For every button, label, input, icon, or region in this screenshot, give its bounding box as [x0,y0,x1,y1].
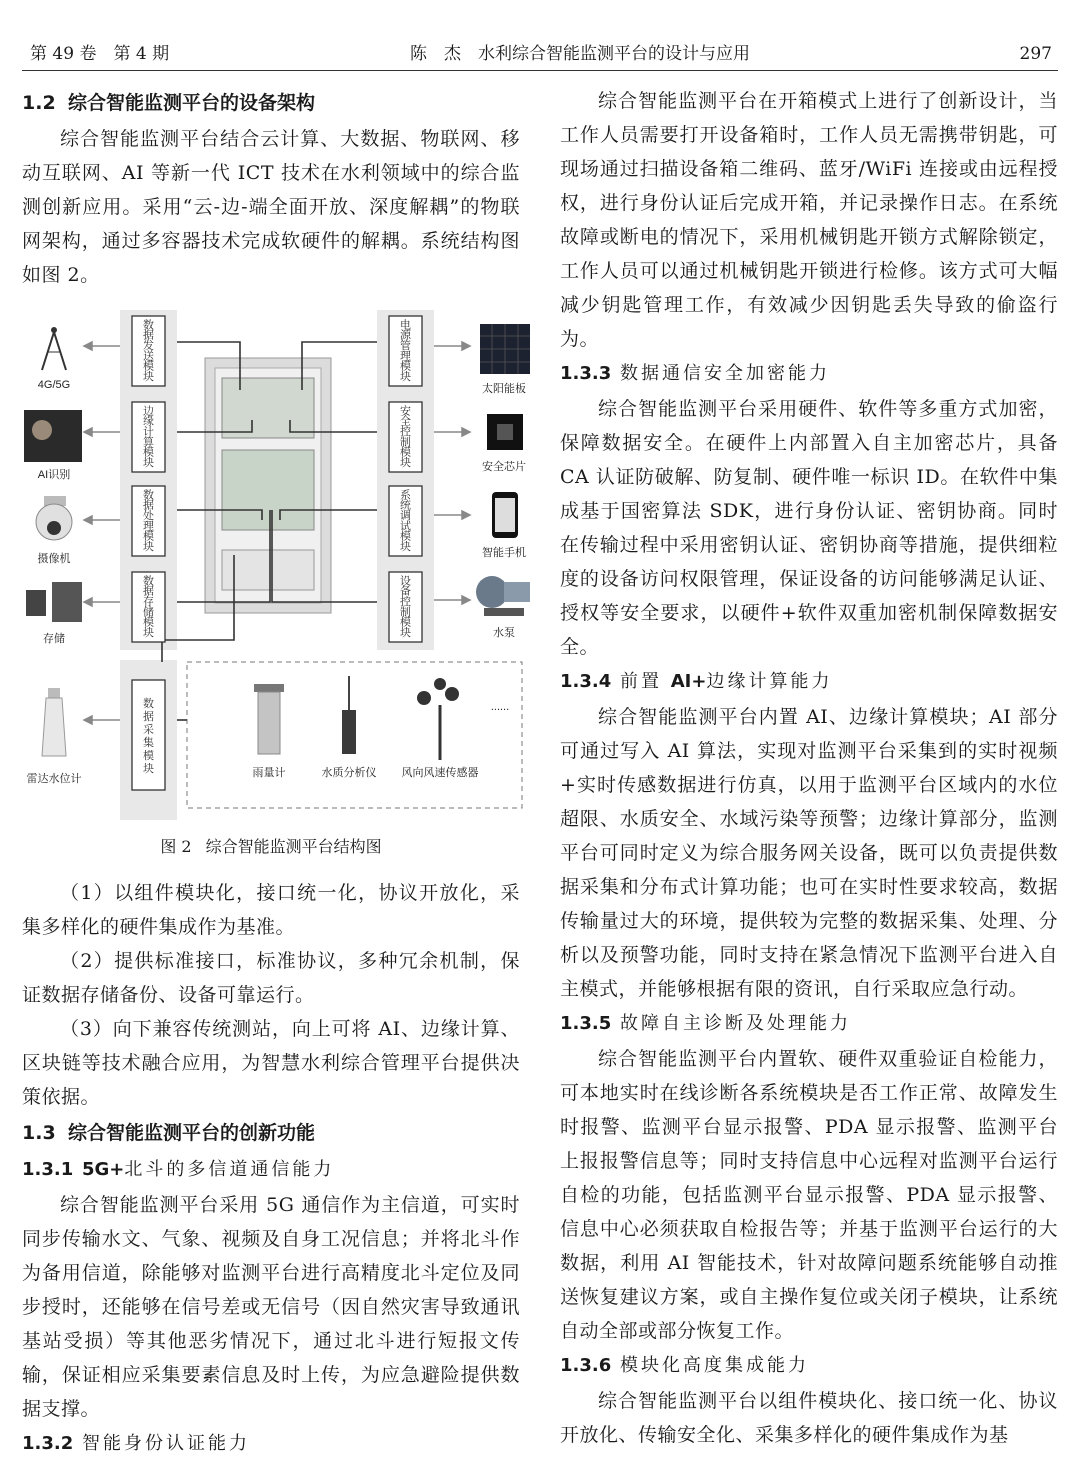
sensor-label: 风向风速传感器 [401,767,479,779]
subsection-title: 模块化高度集成能力 [620,1355,809,1376]
section-heading [22,1114,520,1152]
subsection-heading [22,1426,520,1462]
module-label-char: 处 [143,510,154,522]
device-label: 水泵 [493,627,515,639]
paragraph: 综合智能监测平台采用硬件、软件等多重方式加密，保障数据安全。在硬件上内部置入自主加密芯片，具备 CA 认证防破解、防复制、硬件唯一标识 ID。在软件中集成基于国密算法 SDK，进行身份认证、密钥协商。同时在传输过程中采用密钥认证、密钥协商等措施，提供细粒度的设备访问权限管理，保证设备的访问能够满足认证、授权等安全要求，以硬件+软件双重加密机制保障数据安全。 [560,398,1058,658]
module-label-char: 缘 [143,415,154,428]
module-label-char: 送 [143,350,154,363]
wind-sensor-icon [417,678,459,760]
subsection-title-bold: 5G+ [82,1159,125,1180]
module-label-char: 安 [400,405,411,418]
module-label-char: 块 [143,627,154,639]
module-label-char: 块 [400,457,411,469]
sensor-label: 水质分析仪 [321,767,377,779]
sensor-label: 雨量计 [252,767,286,779]
subsection-heading [560,1006,1058,1042]
subsection-number: 1.3.2 [22,1433,74,1454]
subsection-title: 智能身份认证能力 [82,1433,250,1454]
module-label-char: 制 [400,436,411,449]
architecture-diagram [22,310,532,830]
module-label-char: 块 [143,457,154,469]
device-label: 雷达水位计 [26,773,82,785]
paragraph: 综合智能监测平台以组件模块化、接口统一化、协议开放化、传输安全化、采集多样化的硬件集成作为基 [560,1390,1058,1446]
tower-icon [42,327,66,370]
module-label-char: 模 [400,530,411,543]
module-label-char: 数 [143,319,154,332]
figure-caption-text: 综合智能监测平台结构图 [205,837,382,856]
module-label-char: 计 [143,426,154,438]
module-label-char: 调 [400,510,411,522]
list-item: （1）以组件模块化，接口统一化，协议开放化，采集多样化的硬件集成作为基准。 [22,882,520,938]
volume-issue: 第 49 卷 第 4 期 [30,44,170,64]
running-header [22,38,1058,71]
module-label-char: 块 [400,627,411,639]
chip-icon [487,414,523,450]
module-label-char: 源 [400,329,411,342]
section-number: 1.3 [22,1122,56,1144]
module-label-char: 数 [143,575,154,588]
module-label-char: 算 [143,436,154,449]
subsection-heading [560,356,1058,392]
right-column [560,84,1058,1452]
module-label-char: 集 [143,737,154,749]
subsection-title: 数据通信安全加密能力 [620,363,830,384]
module-label-char: 据 [143,585,154,598]
section-heading [22,84,520,122]
module-label-char: 块 [400,541,411,553]
subsection-number: 1.3.1 [22,1159,74,1180]
module-label-char: 模 [400,616,411,629]
list-item: （2）提供标准接口，标准协议，多种冗余机制，保证数据存储备份、设备可靠运行。 [22,950,520,1006]
device-label: 4G/5G [37,379,71,391]
module-label-char: 系 [400,489,411,502]
subsection-heading [560,664,1058,700]
smartphone-icon [492,492,518,538]
module-label-char: 备 [400,585,411,598]
figure-2 [22,310,532,830]
module-label-char: 统 [400,499,411,512]
paragraph: 综合智能监测平台内置软、硬件双重验证自检能力，可本地实时在线诊断各系统模块是否工作正常、故障发生时报警、监测平台显示报警、PDA 显示报警、监测平台上报报警信息等；同时支持信息中心远程对监测平台运行自检的功能，包括监测平台显示报警、PDA 显示报警、信息中心必须获取自检报告等；并基于监测平台运行的大数据，利用 AI 智能技术，针对故障问题系统能够自动推送恢复建议方案，或自主操作复位或关闭子模块，让系统自动全部或部分恢复工作。 [560,1048,1058,1342]
module-label-char: 数 [143,489,154,502]
figure-caption [22,832,520,862]
paragraph: 综合智能监测平台内置 AI、边缘计算模块；AI 部分可通过写入 AI 算法，实现对监测平台采集到的实时视频+实时传感数据进行仿真，以用于监测平台区域内的水位超限、水质安全、水域污染等预警；边缘计算部分，监测平台可同时定义为综合服务网关设备，既可以负责提供数据采集和分布式计算功能；也可在实时性要求较高，数据传输量过大的环境，提供较为完整的数据采集、处理、分析以及预警功能，同时支持在紧急情况下监测平台进入自主模式，并能够根据有限的资讯，自行采取应急行动。 [560,706,1058,1000]
device-label: 安全芯片 [482,461,526,473]
module-label-char: 试 [400,520,411,533]
device-label: 太阳能板 [482,383,526,395]
module-label-char: 模 [143,616,154,629]
module-label-char: 发 [143,340,154,352]
module-label-char: 储 [143,606,154,619]
module-label-char: 控 [400,596,411,608]
module-label-char: 模 [143,446,154,459]
module-label-char: 模 [400,446,411,459]
paragraph: 综合智能监测平台在开箱模式上进行了创新设计，当工作人员需要打开设备箱时，工作人员无需携带钥匙，可现场通过扫描设备箱二维码、蓝牙/WiFi 连接或由远程授权，进行身份认证后完成开箱，并记录操作日志。在系统故障或断电的情况下，采用机械钥匙开锁方式解除锁定，工作人员可以通过机械钥匙开锁进行检修。该方式可大幅减少钥匙管理工作，有效减少因钥匙丢失导致的偷盗行为。 [560,90,1058,350]
module-label-char: 块 [143,371,154,383]
device-label: 存储 [43,633,65,645]
list-item: （3）向下兼容传统测站，向上可将 AI、边缘计算、区块链等技术融合应用，为智慧水利综合管理平台提供决策依据。 [22,1018,520,1108]
module-label-char: 设 [400,575,411,588]
subsection-number: 1.3.4 [560,671,612,692]
section-number: 1.2 [22,92,56,114]
section-title: 综合智能监测平台的创新功能 [68,1122,316,1144]
subsection-title: 故障自主诊断及处理能力 [620,1013,851,1034]
page-number: 297 [1019,44,1052,64]
subsection-heading [560,1348,1058,1384]
module-label-char: 管 [400,340,411,352]
module-label-char: 模 [143,530,154,543]
subsection-title-prefix: 前置 [620,671,671,692]
figure-number: 图 2 [160,837,192,856]
subsection-number: 1.3.5 [560,1013,612,1034]
module-label-char: 块 [400,371,411,383]
module-label-char: 存 [143,596,154,608]
module-label-char: 数 [143,698,154,710]
module-label-char: 据 [143,711,154,723]
section-title: 综合智能监测平台的设备架构 [68,92,316,114]
module-label-char: 模 [400,360,411,373]
subsection-title-bold: AI+ [670,671,707,692]
pump-icon [476,576,530,616]
paragraph: 综合智能监测平台结合云计算、大数据、物联网、移动互联网、AI 等新一代 ICT 技术在水利领域中的综合监测创新应用。采用“云-边-端全面开放、深度解耦”的物联网架构，通过多容器技术完成软硬件的解耦。系统结构图如图 2。 [22,128,520,286]
subsection-title: 北斗的多信道通信能力 [124,1159,335,1180]
module-label-char: 采 [143,724,154,736]
module-label-char: 模 [143,750,154,762]
storage-icon [26,582,82,622]
subsection-number: 1.3.3 [560,363,612,384]
module-label-char: 块 [143,541,154,553]
face-recognition-icon [24,410,82,462]
device-label: 智能手机 [482,547,526,559]
module-label-char: 理 [400,350,411,363]
module-label-char: 模 [143,360,154,373]
module-label-char: 据 [143,499,154,512]
module-label-char: 块 [143,763,154,775]
device-label: AI识别 [37,469,71,481]
module-label-char: 据 [143,329,154,342]
water-quality-icon [342,676,356,754]
ellipsis-label: ...... [490,701,510,713]
module-label-char: 控 [400,426,411,438]
module-label-char: 制 [400,606,411,619]
left-column [22,84,526,1462]
radar-level-icon [42,688,66,756]
subsection-title: 边缘计算能力 [706,671,833,692]
subsection-heading [22,1152,520,1188]
device-label: 摄像机 [37,553,71,565]
camera-icon [36,496,72,540]
module-label-char: 边 [143,405,154,418]
article-title: 陈 杰 水利综合智能监测平台的设计与应用 [410,44,750,64]
module-label-char: 电 [400,319,411,332]
solar-panel-icon [480,324,530,374]
rain-gauge-icon [254,684,284,754]
subsection-number: 1.3.6 [560,1355,612,1376]
module-label-char: 理 [143,520,154,533]
module-label-char: 全 [400,415,411,428]
paragraph: 综合智能监测平台采用 5G 通信作为主信道，可实时同步传输水文、气象、视频及自身工况信息；并将北斗作为备用信道，除能够对监测平台进行高精度北斗定位及同步授时，还能够在信号差或无信号（因自然灾害导致通讯基站受损）等其他恶劣情况下，通过北斗进行短报文传输，保证相应采集要素信息及时上传，为应急避险提供数据支撑。 [22,1194,520,1420]
